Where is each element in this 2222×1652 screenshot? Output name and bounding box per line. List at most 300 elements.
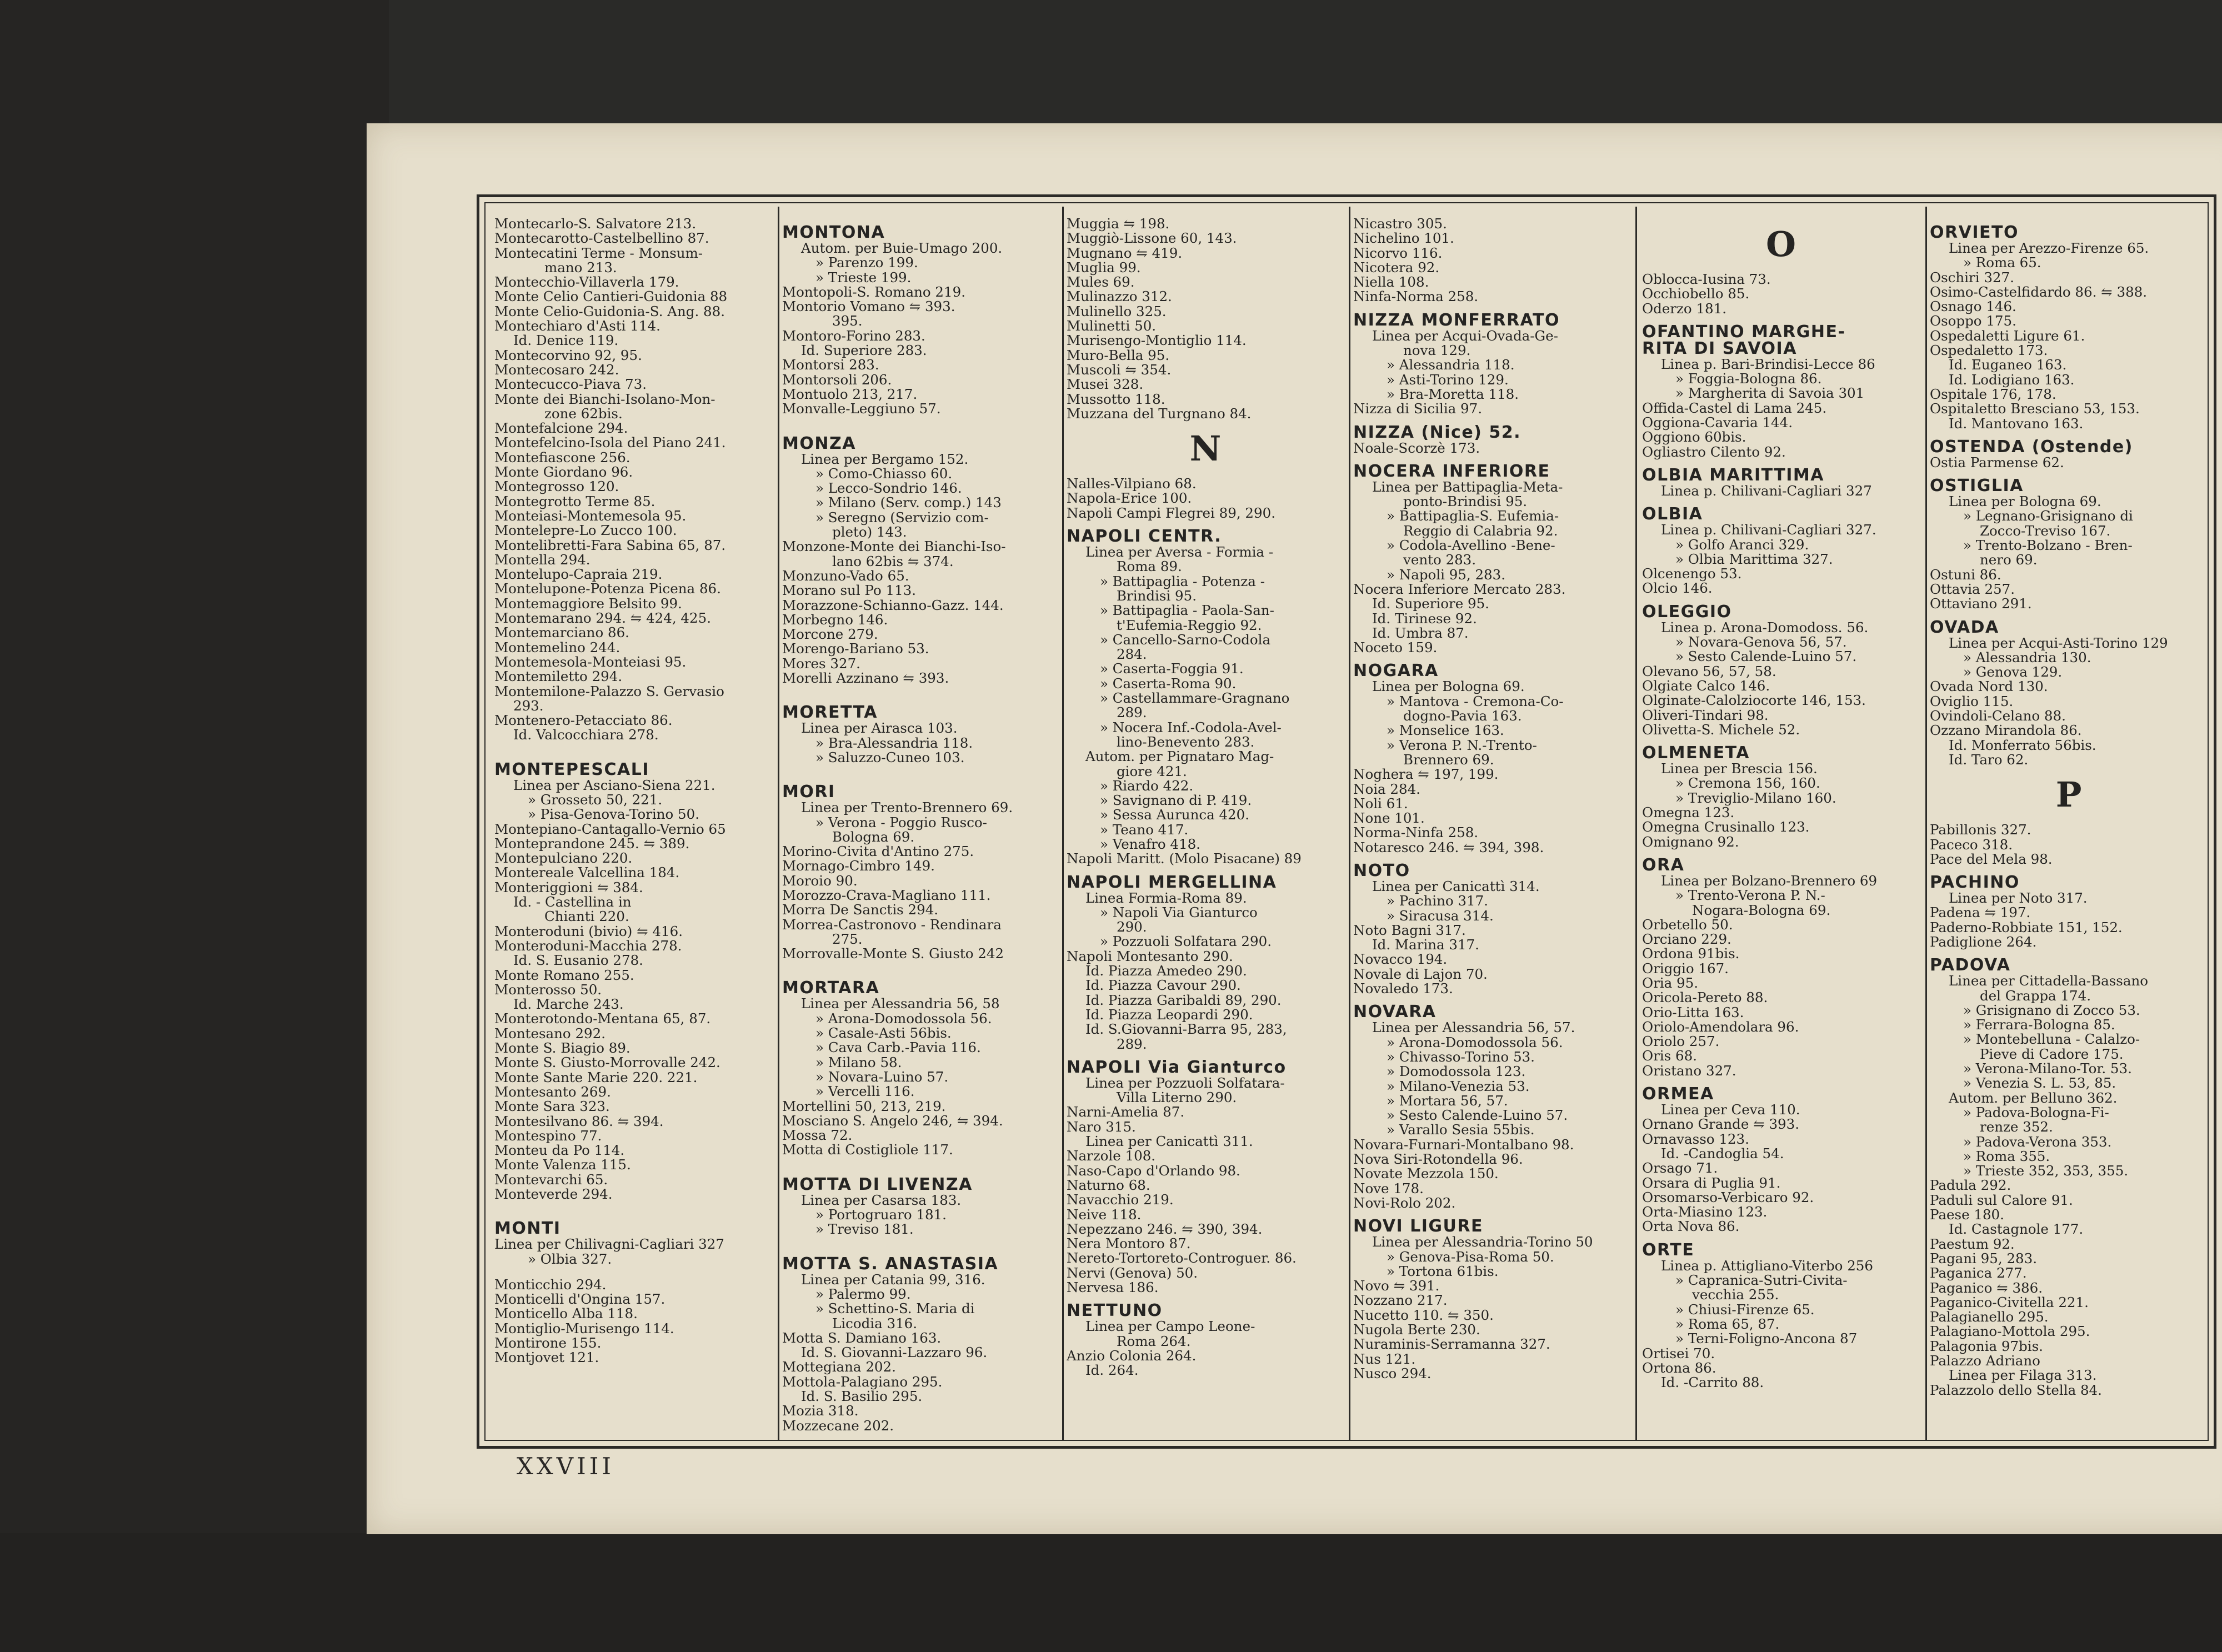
index-entry: » Trento-Verona P. N.- <box>1675 887 1825 904</box>
station-heading: MONTEPESCALI <box>494 759 650 779</box>
index-entry: Ortona 86. <box>1642 1359 1716 1376</box>
index-entry: Linea per Canicattì 314. <box>1372 878 1540 894</box>
index-entry: » Caserta-Roma 90. <box>1100 675 1237 692</box>
index-entry: Neive 118. <box>1067 1206 1142 1223</box>
index-entry: Linea per Filaga 313. <box>1949 1367 2097 1384</box>
station-heading: NIZZA MONFERRATO <box>1353 310 1560 330</box>
index-entry: Oris 68. <box>1642 1048 1697 1064</box>
index-entry: » Codola-Avellino -Bene- <box>1387 537 1555 554</box>
index-entry: Montegrotto Terme 85. <box>494 493 655 509</box>
index-entry: None 101. <box>1353 810 1425 827</box>
index-entry: Motta S. Damiano 163. <box>782 1329 942 1346</box>
index-entry: Montemaggiore Belsito 99. <box>494 595 682 612</box>
station-heading: RITA DI SAVOIA <box>1642 338 1797 358</box>
section-letter: P <box>2055 774 2082 815</box>
index-entry: » Milano (Serv. comp.) 143 <box>815 494 1002 511</box>
index-entry: » Teano 417. <box>1100 821 1189 838</box>
index-entry: Niella 108. <box>1353 274 1429 291</box>
index-entry: Linea per Bergamo 152. <box>801 450 969 467</box>
index-entry: Mulinazzo 312. <box>1067 288 1172 305</box>
index-entry: Montorsi 283. <box>782 357 879 373</box>
index-entry: Monte Sara 323. <box>494 1098 610 1115</box>
index-entry: Morelli Azzinano ⇋ 393. <box>782 670 949 687</box>
index-entry: Nereto-Tortoreto-Controguer. 86. <box>1067 1250 1297 1266</box>
index-entry: Ospitaletto Bresciano 53, 153. <box>1930 401 2140 417</box>
index-entry: » Novara-Genova 56, 57. <box>1675 634 1847 650</box>
index-entry: Zocco-Treviso 167. <box>1980 522 2111 539</box>
index-entry: Orsara di Puglia 91. <box>1642 1174 1781 1191</box>
station-heading: ORVIETO <box>1930 223 2019 242</box>
station-heading: ORTE <box>1642 1240 1695 1260</box>
station-heading: NETTUNO <box>1067 1301 1163 1321</box>
index-entry: Montemelino 244. <box>494 639 620 655</box>
index-entry: Id. Denice 119. <box>513 332 619 349</box>
index-entry: Morazzone-Schianno-Gazz. 144. <box>782 597 1004 613</box>
index-entry: » Trieste 352, 353, 355. <box>1963 1163 2129 1179</box>
index-entry: Montemiletto 294. <box>494 668 623 685</box>
column-rule <box>1635 207 1637 1440</box>
index-entry: Mules 69. <box>1067 274 1135 291</box>
index-column-4 <box>1353 217 1631 1439</box>
index-entry: Monteiasi-Montemesola 95. <box>494 507 687 524</box>
index-entry: Licodia 316. <box>832 1315 918 1331</box>
index-entry: Novale di Lajon 70. <box>1353 965 1488 982</box>
spacer <box>782 417 1060 428</box>
index-entry: Linea per Pozzuoli Solfatara- <box>1085 1074 1285 1091</box>
index-column-3 <box>1067 217 1344 1439</box>
index-entry: Morrea-Castronovo - Rendinara <box>782 916 1002 933</box>
index-entry: Ovada Nord 130. <box>1930 678 2048 695</box>
index-entry: Montecosaro 242. <box>494 361 619 378</box>
background-left <box>0 0 389 1652</box>
index-entry: Monteprandone 245. ⇋ 389. <box>494 835 690 852</box>
index-entry: Monterotondo-Mentana 65, 87. <box>494 1010 711 1027</box>
index-entry: Id. Valcocchiara 278. <box>513 727 659 743</box>
index-entry: » Treviso 181. <box>815 1221 914 1238</box>
index-entry: » Napoli 95, 283. <box>1387 566 1506 583</box>
index-entry: » Schettino-S. Maria di <box>815 1300 975 1317</box>
index-entry: » Domodossola 123. <box>1387 1063 1526 1080</box>
index-column-6 <box>1930 217 2208 1439</box>
index-entry: Muggiò-Lissone 60, 143. <box>1067 230 1237 247</box>
index-entry: Linea p. Attigliano-Viterbo 256 <box>1661 1257 1873 1274</box>
index-entry: Orta-Miasino 123. <box>1642 1204 1768 1220</box>
index-entry: Novacco 194. <box>1353 951 1448 968</box>
station-heading: OVADA <box>1930 617 1999 637</box>
index-entry: Paderno-Robbiate 151, 152. <box>1930 919 2123 935</box>
index-entry: Montemarano 294. ⇋ 424, 425. <box>494 610 711 627</box>
index-entry: Padena ⇋ 197. <box>1930 904 2031 921</box>
index-entry: » Verona P. N.-Trento- <box>1387 737 1537 753</box>
index-entry: Montevarchi 65. <box>494 1171 608 1188</box>
index-entry: » Cremona 156, 160. <box>1675 775 1820 792</box>
index-entry: Novaledo 173. <box>1353 980 1453 997</box>
index-entry: Motta di Costigliole 117. <box>782 1142 953 1158</box>
index-entry: Noale-Scorzè 173. <box>1353 439 1480 456</box>
index-entry: Napola-Erice 100. <box>1067 490 1192 507</box>
index-entry: Morozzo-Crava-Magliano 111. <box>782 887 991 903</box>
index-entry: Id. S. Giovanni-Lazzaro 96. <box>801 1344 988 1361</box>
index-entry: Nepezzano 246. ⇋ 390, 394. <box>1067 1220 1263 1237</box>
index-entry: Monte Giordano 96. <box>494 464 633 480</box>
index-entry: Murisengo-Montiglio 114. <box>1067 332 1247 349</box>
index-entry: Id. Piazza Cavour 290. <box>1085 977 1241 994</box>
index-entry: Monticello Alba 118. <box>494 1305 638 1322</box>
index-entry: Mussotto 118. <box>1067 391 1165 407</box>
index-entry: » Bra-Alessandria 118. <box>815 734 973 751</box>
index-entry: Montopoli-S. Romano 219. <box>782 283 965 300</box>
index-entry: Olevano 56, 57, 58. <box>1642 663 1776 679</box>
index-entry: zone 62bis. <box>544 405 623 422</box>
index-entry: 293. <box>513 697 544 714</box>
index-entry: Montereale Valcellina 184. <box>494 864 680 881</box>
index-entry: » Terni-Foligno-Ancona 87 <box>1675 1330 1858 1347</box>
index-entry: Linea per Canicattì 311. <box>1085 1133 1253 1150</box>
index-entry: Nizza di Sicilia 97. <box>1353 401 1482 417</box>
index-entry: Mortellini 50, 213, 219. <box>782 1098 946 1114</box>
index-entry: Montesanto 269. <box>494 1083 611 1100</box>
index-entry: » Sesto Calende-Luino 57. <box>1675 648 1857 665</box>
index-entry: Monte dei Bianchi-Isolano-Mon- <box>494 391 715 407</box>
index-entry: Paduli sul Calore 91. <box>1930 1192 2073 1208</box>
index-entry: Montoro-Forino 283. <box>782 327 925 344</box>
index-entry: Morcone 279. <box>782 626 878 643</box>
index-entry: Monte Valenza 115. <box>494 1157 631 1173</box>
index-entry: Montelupone-Potenza Picena 86. <box>494 580 721 597</box>
index-entry: Mottegiana 202. <box>782 1359 896 1375</box>
index-entry: Paganica 277. <box>1930 1265 2027 1281</box>
index-entry: Linea per Campo Leone- <box>1085 1318 1255 1335</box>
index-entry: Oschiri 327. <box>1930 269 2014 286</box>
index-entry: Morra De Sanctis 294. <box>782 902 939 918</box>
index-entry: 289. <box>1117 704 1147 721</box>
station-heading: ORMEA <box>1642 1084 1714 1104</box>
index-entry: 290. <box>1117 919 1147 935</box>
index-entry: Muzzana del Turgnano 84. <box>1067 405 1252 422</box>
index-entry: » Chivasso-Torino 53. <box>1387 1048 1535 1065</box>
index-entry: » Caserta-Foggia 91. <box>1100 660 1244 677</box>
index-entry: Linea p. Chilivani-Cagliari 327. <box>1661 522 1876 538</box>
index-entry: » Venezia S. L. 53, 85. <box>1963 1075 2116 1092</box>
index-entry: Id. S. Eusanio 278. <box>513 952 643 969</box>
index-entry: 395. <box>832 313 863 329</box>
index-entry: » Capranica-Sutri-Civita- <box>1675 1272 1848 1289</box>
index-entry: Palagiano-Mottola 295. <box>1930 1323 2090 1340</box>
index-entry: Morano sul Po 113. <box>782 582 917 599</box>
index-entry: Nus 121. <box>1353 1350 1416 1367</box>
index-entry: Montepulciano 220. <box>494 850 633 867</box>
index-entry: Montefalcione 294. <box>494 420 628 437</box>
index-entry: Pace del Mela 98. <box>1930 850 2053 867</box>
index-entry: Mulinetti 50. <box>1067 318 1157 334</box>
index-entry: Ottavia 257. <box>1930 580 2015 597</box>
index-entry: nero 69. <box>1980 552 2038 568</box>
index-entry: Novate Mezzola 150. <box>1353 1165 1499 1182</box>
index-entry: » Chiusi-Firenze 65. <box>1675 1301 1815 1318</box>
index-entry: Mugnano ⇋ 419. <box>1067 244 1183 261</box>
index-entry: » Roma 65. <box>1963 254 2041 271</box>
index-entry: Id. Superiore 95. <box>1372 595 1489 612</box>
index-entry: Mozzecane 202. <box>782 1417 894 1434</box>
index-entry: Orsago 71. <box>1642 1160 1718 1177</box>
index-entry: » Mortara 56, 57. <box>1387 1092 1508 1109</box>
spacer <box>494 1202 772 1213</box>
station-heading: MORETTA <box>782 703 878 723</box>
index-entry: Id. Euganeo 163. <box>1949 357 2067 373</box>
station-heading: OLBIA <box>1642 504 1703 524</box>
index-entry: ponto-Brindisi 95. <box>1403 493 1528 510</box>
index-entry: Olginate-Calolziocorte 146, 153. <box>1642 692 1866 709</box>
index-entry: Id. Monferrato 56bis. <box>1949 737 2096 753</box>
column-rule <box>1925 207 1927 1440</box>
index-entry: Omignano 92. <box>1642 833 1739 850</box>
index-entry: Monte Celio Cantieri-Guidonia 88 <box>494 288 728 305</box>
index-entry: Osimo-Castelfidardo 86. ⇋ 388. <box>1930 283 2148 300</box>
station-heading: OLMENETA <box>1642 743 1750 763</box>
index-entry: Monteverde 294. <box>494 1186 613 1202</box>
index-entry: Ostia Parmense 62. <box>1930 454 2064 470</box>
index-entry: » Genova-Pisa-Roma 50. <box>1387 1248 1554 1265</box>
column-rule <box>778 207 779 1440</box>
index-entry: Linea per Arezzo-Firenze 65. <box>1949 240 2149 256</box>
index-entry: Id. Taro 62. <box>1949 751 2029 768</box>
index-entry: Nicastro 305. <box>1353 217 1447 232</box>
index-entry: Novi-Rolo 202. <box>1353 1194 1456 1211</box>
spacer <box>494 1266 772 1278</box>
index-entry: » Montebelluna - Calalzo- <box>1963 1031 2140 1048</box>
spacer <box>782 961 1060 972</box>
index-entry: Linea per Trento-Brennero 69. <box>801 799 1013 816</box>
index-entry: Montecuccо-Piava 73. <box>494 376 647 393</box>
index-entry: Morengo-Bariano 53. <box>782 640 929 657</box>
index-entry: » Battipaglia - Paola-San- <box>1100 602 1274 619</box>
index-entry: Monteu da Po 114. <box>494 1142 625 1159</box>
index-entry: Orciano 229. <box>1642 931 1731 948</box>
index-entry: Nervesa 186. <box>1067 1279 1159 1295</box>
index-entry: Ninfa-Norma 258. <box>1353 288 1479 305</box>
index-entry: Linea per Asciano-Siena 221. <box>513 777 715 793</box>
index-entry: Mores 327. <box>782 655 860 672</box>
index-entry: » Roma 65, 87. <box>1675 1315 1780 1332</box>
index-entry: Palazzo Adriano <box>1930 1353 2040 1369</box>
index-entry: Orsomarso-Verbicaro 92. <box>1642 1189 1814 1205</box>
index-entry: Ortisei 70. <box>1642 1345 1715 1361</box>
index-entry: Ovindoli-Celano 88. <box>1930 708 2066 724</box>
index-entry: Nera Montoro 87. <box>1067 1235 1191 1252</box>
index-entry: Paceco 318. <box>1930 836 2013 853</box>
index-entry: Nalles-Vilpiano 68. <box>1067 475 1197 492</box>
index-entry: » Padova-Bologna-Fi- <box>1963 1104 2109 1120</box>
index-entry: Id. Umbra 87. <box>1372 624 1469 641</box>
index-entry: Montorio Vomano ⇋ 393. <box>782 298 955 315</box>
index-entry: Nove 178. <box>1353 1180 1424 1197</box>
index-entry: t'Eufemia-Reggio 92. <box>1117 617 1262 633</box>
spacer <box>494 743 772 754</box>
index-entry: Muro-Bella 95. <box>1067 347 1170 363</box>
station-heading: OLEGGIO <box>1642 602 1732 622</box>
index-entry: 275. <box>832 930 863 947</box>
index-column-2 <box>782 217 1060 1439</box>
index-entry: Monzone-Monte dei Bianchi-Iso- <box>782 538 1006 555</box>
index-entry: Linea per Aversa - Formia - <box>1085 544 1274 560</box>
index-entry: » Monselice 163. <box>1387 722 1504 739</box>
index-entry: mano 213. <box>544 259 617 276</box>
index-entry: Montespino 77. <box>494 1127 602 1144</box>
index-entry: Olivetta-S. Michele 52. <box>1642 721 1800 738</box>
index-entry: » Olbia Marittima 327. <box>1675 550 1833 567</box>
index-entry: Morino-Civita d'Antino 275. <box>782 843 974 860</box>
index-entry: Palagonia 97bis. <box>1930 1338 2043 1354</box>
index-entry: Id. Lodigiano 163. <box>1949 371 2075 388</box>
index-entry: Roma 89. <box>1117 558 1182 575</box>
index-entry: Muggia ⇋ 198. <box>1067 217 1170 232</box>
index-entry: Linea per Ceva 110. <box>1661 1102 1800 1118</box>
index-entry: Id. Castagnole 177. <box>1949 1221 2084 1238</box>
index-entry: Id. S.Giovanni-Barra 95, 283, <box>1085 1021 1287 1038</box>
index-entry: » Genova 129. <box>1963 664 2063 680</box>
index-entry: Mulinello 325. <box>1067 303 1167 319</box>
index-entry: Linea per Chilivagni-Cagliari 327 <box>494 1236 724 1253</box>
index-entry: » Trento-Bolzano - Bren- <box>1963 537 2133 554</box>
page-number: XXVIII <box>517 1453 614 1480</box>
index-entry: Nogara-Bologna 69. <box>1692 902 1831 918</box>
index-entry: Ospitale 176, 178. <box>1930 386 2056 402</box>
index-entry: del Grappa 174. <box>1980 987 2091 1004</box>
index-entry: lano 62bis ⇋ 374. <box>832 553 954 569</box>
index-entry: Ornavasso 123. <box>1642 1130 1749 1147</box>
index-entry: Pagani 95, 283. <box>1930 1250 2037 1266</box>
index-entry: Nugola Berte 230. <box>1353 1321 1480 1338</box>
index-entry: Nozzano 217. <box>1353 1292 1448 1309</box>
index-entry: lino-Benevento 283. <box>1117 733 1255 750</box>
index-entry: Monteriggioni ⇋ 384. <box>494 879 643 895</box>
index-entry: Montella 294. <box>494 551 590 568</box>
index-entry: Mossa 72. <box>782 1127 853 1144</box>
index-entry: » Siracusa 314. <box>1387 907 1494 924</box>
index-entry: Mozia 318. <box>782 1403 859 1419</box>
station-heading: NOGARA <box>1353 661 1439 681</box>
index-entry: » Golfo Aranci 329. <box>1675 536 1809 553</box>
index-entry: Navacchio 219. <box>1067 1192 1174 1208</box>
index-entry: Linea per Bologna 69. <box>1372 678 1525 695</box>
index-entry: Monteroduni-Macchia 278. <box>494 937 682 954</box>
index-entry: Olgiate Calco 146. <box>1642 677 1770 694</box>
index-entry: Origgio 167. <box>1642 960 1729 977</box>
index-entry: Mottola-Palagiano 295. <box>782 1373 943 1390</box>
station-heading: MONZA <box>782 433 856 453</box>
index-entry: Monte S. Biagio 89. <box>494 1040 630 1057</box>
index-entry: Montecorvino 92, 95. <box>494 347 642 363</box>
station-heading: NOCERA INFERIORE <box>1353 461 1550 481</box>
index-entry: Nucetto 110. ⇋ 350. <box>1353 1306 1494 1323</box>
index-entry: Oggiono 60bis. <box>1642 429 1746 445</box>
index-entry: Roma 264. <box>1117 1333 1191 1349</box>
index-entry: » Sessa Aurunca 420. <box>1100 807 1250 823</box>
index-entry: Villa Literno 290. <box>1117 1089 1237 1106</box>
index-entry: Id. Marche 243. <box>513 996 624 1013</box>
index-entry: Novara-Furnari-Montalbano 98. <box>1353 1136 1574 1153</box>
index-entry: Id. 264. <box>1085 1362 1139 1379</box>
index-entry: Osoppo 175. <box>1930 313 2016 329</box>
index-entry: Oricola-Pereto 88. <box>1642 989 1768 1006</box>
index-entry: » Castellammare-Gragnano <box>1100 690 1290 707</box>
station-heading: NIZZA (Nice) 52. <box>1353 422 1521 442</box>
index-entry: Linea per Bologna 69. <box>1949 493 2101 510</box>
index-entry: Montenero-Petacciato 86. <box>494 712 673 729</box>
index-entry: Muscoli ⇋ 354. <box>1067 361 1172 378</box>
index-entry: Ogliastro Cilento 92. <box>1642 443 1786 460</box>
spacer <box>782 685 1060 697</box>
station-heading: OLBIA MARITTIMA <box>1642 465 1824 485</box>
index-entry: Nova Siri-Rotondella 96. <box>1353 1151 1523 1168</box>
index-entry: » Lecco-Sondrio 146. <box>815 480 962 497</box>
index-entry: Anzio Colonia 264. <box>1067 1347 1197 1364</box>
index-entry: Monteroduni (bivio) ⇋ 416. <box>494 923 683 939</box>
station-heading: OFANTINO MARGHE- <box>1642 322 1846 342</box>
index-entry: Napoli Maritt. (Molo Pisacane) 89 <box>1067 850 1302 867</box>
index-entry: Oggiona-Cavaria 144. <box>1642 414 1793 431</box>
index-entry: » Venafro 418. <box>1100 835 1200 852</box>
index-entry: nova 129. <box>1403 342 1471 359</box>
index-entry: » Novara-Luino 57. <box>815 1068 949 1085</box>
index-entry: dogno-Pavia 163. <box>1403 708 1522 724</box>
index-entry: Brennero 69. <box>1403 751 1494 768</box>
index-entry: Linea Formia-Roma 89. <box>1085 889 1247 906</box>
index-entry: » Pisa-Genova-Torino 50. <box>528 806 700 823</box>
index-entry: Osnago 146. <box>1930 298 2016 315</box>
index-entry: renze 352. <box>1980 1119 2053 1135</box>
index-entry: giore 421. <box>1117 763 1187 779</box>
index-entry: » Foggia-Bologna 86. <box>1675 371 1822 387</box>
index-entry: Linea per Airasca 103. <box>801 720 958 737</box>
index-entry: Montorsoli 206. <box>782 371 892 388</box>
index-entry: Montechiaro d'Asti 114. <box>494 318 660 334</box>
index-entry: Monte Romano 255. <box>494 967 634 983</box>
index-entry: Palagianello 295. <box>1930 1309 2049 1325</box>
station-heading: MOTTA S. ANASTASIA <box>782 1254 999 1274</box>
index-entry: Montuolo 213, 217. <box>782 386 918 402</box>
index-entry: » Como-Chiasso 60. <box>815 465 953 482</box>
index-entry: Napoli Montesanto 290. <box>1067 948 1233 964</box>
index-entry: Linea per Catania 99, 316. <box>801 1271 985 1288</box>
index-entry: » Alessandria 118. <box>1387 357 1515 373</box>
spacer <box>782 765 1060 776</box>
index-entry: » Savignano di P. 419. <box>1100 792 1252 809</box>
index-entry: Paganico-Civitella 221. <box>1930 1294 2089 1310</box>
index-entry: Oderzo 181. <box>1642 300 1726 317</box>
index-entry: » Treviglio-Milano 160. <box>1675 789 1836 806</box>
index-entry: Palazzolo dello Stella 84. <box>1930 1381 2102 1398</box>
index-entry: Id. Tirinese 92. <box>1372 610 1477 627</box>
index-entry: 289. <box>1117 1035 1147 1052</box>
index-entry: Norma-Ninfa 258. <box>1353 824 1479 841</box>
index-entry: Nuraminis-Serramanna 327. <box>1353 1336 1550 1353</box>
index-entry: Noto Bagni 317. <box>1353 922 1466 938</box>
index-entry: » Casale-Asti 56bis. <box>815 1025 952 1042</box>
index-entry: Ordona 91bis. <box>1642 945 1740 962</box>
index-entry: » Nocera Inf.-Codola-Avel- <box>1100 719 1282 735</box>
index-entry: Linea per Bolzano-Brennero 69 <box>1661 872 1878 889</box>
index-entry: » Cava Carb.-Pavia 116. <box>815 1039 981 1056</box>
index-entry: » Battipaglia - Potenza - <box>1100 573 1265 589</box>
index-entry: Montesilvano 86. ⇋ 394. <box>494 1113 664 1129</box>
index-entry: Nicotera 92. <box>1353 259 1440 276</box>
index-entry: Oliveri-Tindari 98. <box>1642 707 1769 723</box>
station-heading: PADOVA <box>1930 955 2011 975</box>
index-entry: Orta Nova 86. <box>1642 1218 1740 1235</box>
index-entry: Oriolo 257. <box>1642 1033 1720 1050</box>
index-entry: » Pozzuoli Solfatara 290. <box>1100 933 1272 950</box>
